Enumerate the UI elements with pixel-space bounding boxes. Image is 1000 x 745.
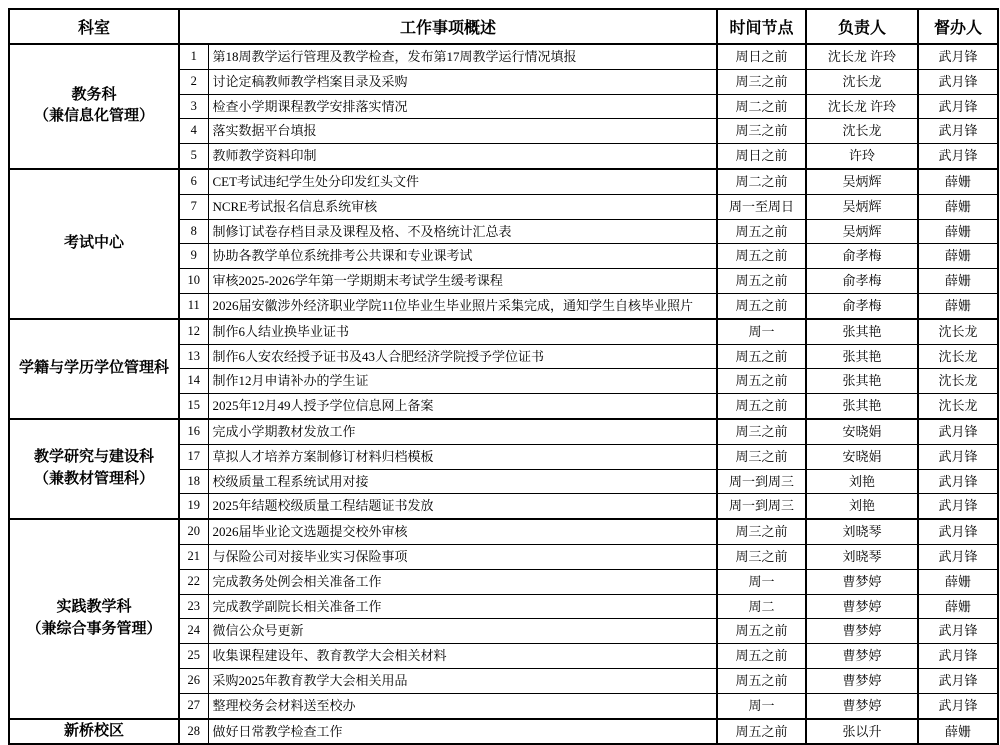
task-cell: 草拟人才培养方案制修订材料归档模板 xyxy=(208,444,717,469)
department-line: （兼信息化管理） xyxy=(33,108,154,125)
task-cell: 完成小学期教材发放工作 xyxy=(208,419,717,444)
owner-cell: 张其艳 xyxy=(806,394,918,419)
row-number-cell: 23 xyxy=(179,594,208,619)
row-number-cell: 12 xyxy=(179,319,208,344)
supervisor-cell: 薛姗 xyxy=(918,269,998,294)
task-cell: 制作6人结业换毕业证书 xyxy=(208,319,717,344)
header-row xyxy=(9,9,998,44)
task-cell: 2025年12月49人授予学位信息网上备案 xyxy=(208,394,717,419)
department-cell xyxy=(9,44,179,169)
row-number-cell: 10 xyxy=(179,269,208,294)
row-number-cell: 6 xyxy=(179,169,208,194)
owner-cell: 吴炳辉 xyxy=(806,194,918,219)
time-cell: 周一至周日 xyxy=(717,194,806,219)
time-cell: 周一 xyxy=(717,693,806,718)
time-cell: 周五之前 xyxy=(717,619,806,644)
table-row xyxy=(9,169,998,194)
task-cell: 审核2025-2026学年第一学期期末考试学生缓考课程 xyxy=(208,269,717,294)
supervisor-cell: 薛姗 xyxy=(918,219,998,244)
supervisor-cell: 薛姗 xyxy=(918,594,998,619)
time-cell: 周三之前 xyxy=(717,544,806,569)
row-number-cell: 15 xyxy=(179,394,208,419)
task-cell: 微信公众号更新 xyxy=(208,619,717,644)
row-number-cell: 18 xyxy=(179,469,208,494)
work-schedule-table xyxy=(8,8,999,745)
owner-cell: 吴炳辉 xyxy=(806,219,918,244)
department-cell xyxy=(9,719,179,745)
task-cell: 检查小学期课程教学安排落实情况 xyxy=(208,94,717,119)
owner-cell: 沈长龙 xyxy=(806,119,918,144)
owner-cell: 沈长龙 许玲 xyxy=(806,94,918,119)
row-number-cell: 24 xyxy=(179,619,208,644)
owner-cell: 沈长龙 许玲 xyxy=(806,44,918,69)
task-cell: 与保险公司对接毕业实习保险事项 xyxy=(208,544,717,569)
task-cell: 完成教务处例会相关准备工作 xyxy=(208,569,717,594)
supervisor-cell: 薛姗 xyxy=(918,194,998,219)
time-cell: 周五之前 xyxy=(717,219,806,244)
supervisor-cell: 沈长龙 xyxy=(918,319,998,344)
supervisor-cell: 武月锋 xyxy=(918,419,998,444)
owner-cell: 许玲 xyxy=(806,144,918,169)
owner-cell: 俞孝梅 xyxy=(806,244,918,269)
time-cell: 周三之前 xyxy=(717,444,806,469)
supervisor-cell: 薛姗 xyxy=(918,569,998,594)
department-line: 学籍与学历学位管理科 xyxy=(18,359,169,376)
supervisor-cell: 沈长龙 xyxy=(918,344,998,369)
department-cell xyxy=(9,169,179,319)
supervisor-cell: 武月锋 xyxy=(918,444,998,469)
owner-cell: 沈长龙 xyxy=(806,69,918,94)
owner-cell: 张其艳 xyxy=(806,344,918,369)
supervisor-cell: 武月锋 xyxy=(918,44,998,69)
time-cell: 周五之前 xyxy=(717,394,806,419)
table-row xyxy=(9,419,998,444)
time-cell: 周一 xyxy=(717,569,806,594)
task-cell: 完成教学副院长相关准备工作 xyxy=(208,594,717,619)
department-line: 实践教学科 xyxy=(56,599,132,616)
department-line: 教务科 xyxy=(71,86,117,103)
column-header-owner: 负责人 xyxy=(806,9,918,44)
owner-cell: 曹梦婷 xyxy=(806,693,918,718)
owner-cell: 吴炳辉 xyxy=(806,169,918,194)
owner-cell: 曹梦婷 xyxy=(806,619,918,644)
supervisor-cell: 武月锋 xyxy=(918,668,998,693)
row-number-cell: 19 xyxy=(179,494,208,519)
table-row xyxy=(9,519,998,544)
supervisor-cell: 武月锋 xyxy=(918,544,998,569)
supervisor-cell: 薛姗 xyxy=(918,244,998,269)
supervisor-cell: 薛姗 xyxy=(918,293,998,318)
row-number-cell: 14 xyxy=(179,369,208,394)
time-cell: 周五之前 xyxy=(717,719,806,745)
task-cell: 第18周教学运行管理及教学检查，发布第17周教学运行情况填报 xyxy=(208,44,717,69)
row-number-cell: 21 xyxy=(179,544,208,569)
row-number-cell: 7 xyxy=(179,194,208,219)
column-header-supervisor: 督办人 xyxy=(918,9,998,44)
time-cell: 周五之前 xyxy=(717,344,806,369)
row-number-cell: 5 xyxy=(179,144,208,169)
supervisor-cell: 武月锋 xyxy=(918,94,998,119)
supervisor-cell: 薛姗 xyxy=(918,169,998,194)
time-cell: 周二之前 xyxy=(717,94,806,119)
task-cell: 采购2025年教育教学大会相关用品 xyxy=(208,668,717,693)
supervisor-cell: 沈长龙 xyxy=(918,369,998,394)
time-cell: 周五之前 xyxy=(717,644,806,669)
table-body xyxy=(9,44,998,744)
row-number-cell: 26 xyxy=(179,668,208,693)
column-header-task: 工作事项概述 xyxy=(179,9,717,44)
owner-cell: 张其艳 xyxy=(806,369,918,394)
department-line: 考试中心 xyxy=(63,235,124,251)
department-cell xyxy=(9,419,179,519)
owner-cell: 刘艳 xyxy=(806,494,918,519)
time-cell: 周三之前 xyxy=(717,69,806,94)
department-line: 教学研究与建设科 xyxy=(33,449,154,466)
department-cell xyxy=(9,519,179,718)
supervisor-cell: 薛姗 xyxy=(918,719,998,745)
owner-cell: 曹梦婷 xyxy=(806,668,918,693)
supervisor-cell: 武月锋 xyxy=(918,519,998,544)
row-number-cell: 1 xyxy=(179,44,208,69)
row-number-cell: 16 xyxy=(179,419,208,444)
table-row xyxy=(9,719,998,745)
time-cell: 周五之前 xyxy=(717,269,806,294)
task-cell: 2026届毕业论文选题提交校外审核 xyxy=(208,519,717,544)
row-number-cell: 17 xyxy=(179,444,208,469)
owner-cell: 安晓娟 xyxy=(806,419,918,444)
supervisor-cell: 武月锋 xyxy=(918,619,998,644)
task-cell: 协助各教学单位系统排考公共课和专业课考试 xyxy=(208,244,717,269)
time-cell: 周一到周三 xyxy=(717,469,806,494)
time-cell: 周二 xyxy=(717,594,806,619)
row-number-cell: 13 xyxy=(179,344,208,369)
owner-cell: 刘晓琴 xyxy=(806,544,918,569)
task-cell: 制作12月申请补办的学生证 xyxy=(208,369,717,394)
task-cell: 落实数据平台填报 xyxy=(208,119,717,144)
row-number-cell: 4 xyxy=(179,119,208,144)
task-cell: 2026届安徽涉外经济职业学院11位毕业生毕业照片采集完成，通知学生自核毕业照片 xyxy=(208,293,717,318)
time-cell: 周日之前 xyxy=(717,144,806,169)
department-line: （兼综合事务管理） xyxy=(26,620,162,637)
row-number-cell: 2 xyxy=(179,69,208,94)
owner-cell: 曹梦婷 xyxy=(806,644,918,669)
owner-cell: 安晓娟 xyxy=(806,444,918,469)
time-cell: 周五之前 xyxy=(717,369,806,394)
row-number-cell: 20 xyxy=(179,519,208,544)
row-number-cell: 8 xyxy=(179,219,208,244)
task-cell: CET考试违纪学生处分印发红头文件 xyxy=(208,169,717,194)
time-cell: 周三之前 xyxy=(717,519,806,544)
table-header xyxy=(9,9,998,44)
supervisor-cell: 武月锋 xyxy=(918,469,998,494)
time-cell: 周五之前 xyxy=(717,293,806,318)
supervisor-cell: 武月锋 xyxy=(918,119,998,144)
owner-cell: 张其艳 xyxy=(806,319,918,344)
row-number-cell: 9 xyxy=(179,244,208,269)
task-cell: 制修订试卷存档目录及课程及格、不及格统计汇总表 xyxy=(208,219,717,244)
row-number-cell: 22 xyxy=(179,569,208,594)
department-line: 新桥校区 xyxy=(63,722,124,739)
task-cell: 收集课程建设年、教育教学大会相关材料 xyxy=(208,644,717,669)
owner-cell: 刘艳 xyxy=(806,469,918,494)
supervisor-cell: 武月锋 xyxy=(918,644,998,669)
task-cell: 校级质量工程系统试用对接 xyxy=(208,469,717,494)
row-number-cell: 11 xyxy=(179,293,208,318)
task-cell: 2025年结题校级质量工程结题证书发放 xyxy=(208,494,717,519)
time-cell: 周二之前 xyxy=(717,169,806,194)
row-number-cell: 25 xyxy=(179,644,208,669)
task-cell: 整理校务会材料送至校办 xyxy=(208,693,717,718)
table-row xyxy=(9,319,998,344)
task-cell: 讨论定稿教师教学档案目录及采购 xyxy=(208,69,717,94)
task-cell: NCRE考试报名信息系统审核 xyxy=(208,194,717,219)
supervisor-cell: 武月锋 xyxy=(918,69,998,94)
owner-cell: 刘晓琴 xyxy=(806,519,918,544)
row-number-cell: 3 xyxy=(179,94,208,119)
task-cell: 做好日常教学检查工作 xyxy=(208,719,717,745)
table-row xyxy=(9,44,998,69)
column-header-time: 时间节点 xyxy=(717,9,806,44)
department-line: （兼教材管理科） xyxy=(33,471,154,488)
row-number-cell: 27 xyxy=(179,693,208,718)
supervisor-cell: 武月锋 xyxy=(918,693,998,718)
task-cell: 制作6人安农经授予证书及43人合肥经济学院授予学位证书 xyxy=(208,344,717,369)
supervisor-cell: 沈长龙 xyxy=(918,394,998,419)
supervisor-cell: 武月锋 xyxy=(918,494,998,519)
department-cell xyxy=(9,319,179,419)
time-cell: 周一 xyxy=(717,319,806,344)
owner-cell: 俞孝梅 xyxy=(806,269,918,294)
task-cell: 教师教学资料印制 xyxy=(208,144,717,169)
time-cell: 周五之前 xyxy=(717,668,806,693)
time-cell: 周日之前 xyxy=(717,44,806,69)
owner-cell: 张以升 xyxy=(806,719,918,745)
time-cell: 周三之前 xyxy=(717,419,806,444)
owner-cell: 曹梦婷 xyxy=(806,594,918,619)
time-cell: 周三之前 xyxy=(717,119,806,144)
owner-cell: 俞孝梅 xyxy=(806,293,918,318)
column-header-department: 科室 xyxy=(9,9,179,44)
row-number-cell: 28 xyxy=(179,719,208,745)
time-cell: 周一到周三 xyxy=(717,494,806,519)
owner-cell: 曹梦婷 xyxy=(806,569,918,594)
time-cell: 周五之前 xyxy=(717,244,806,269)
supervisor-cell: 武月锋 xyxy=(918,144,998,169)
